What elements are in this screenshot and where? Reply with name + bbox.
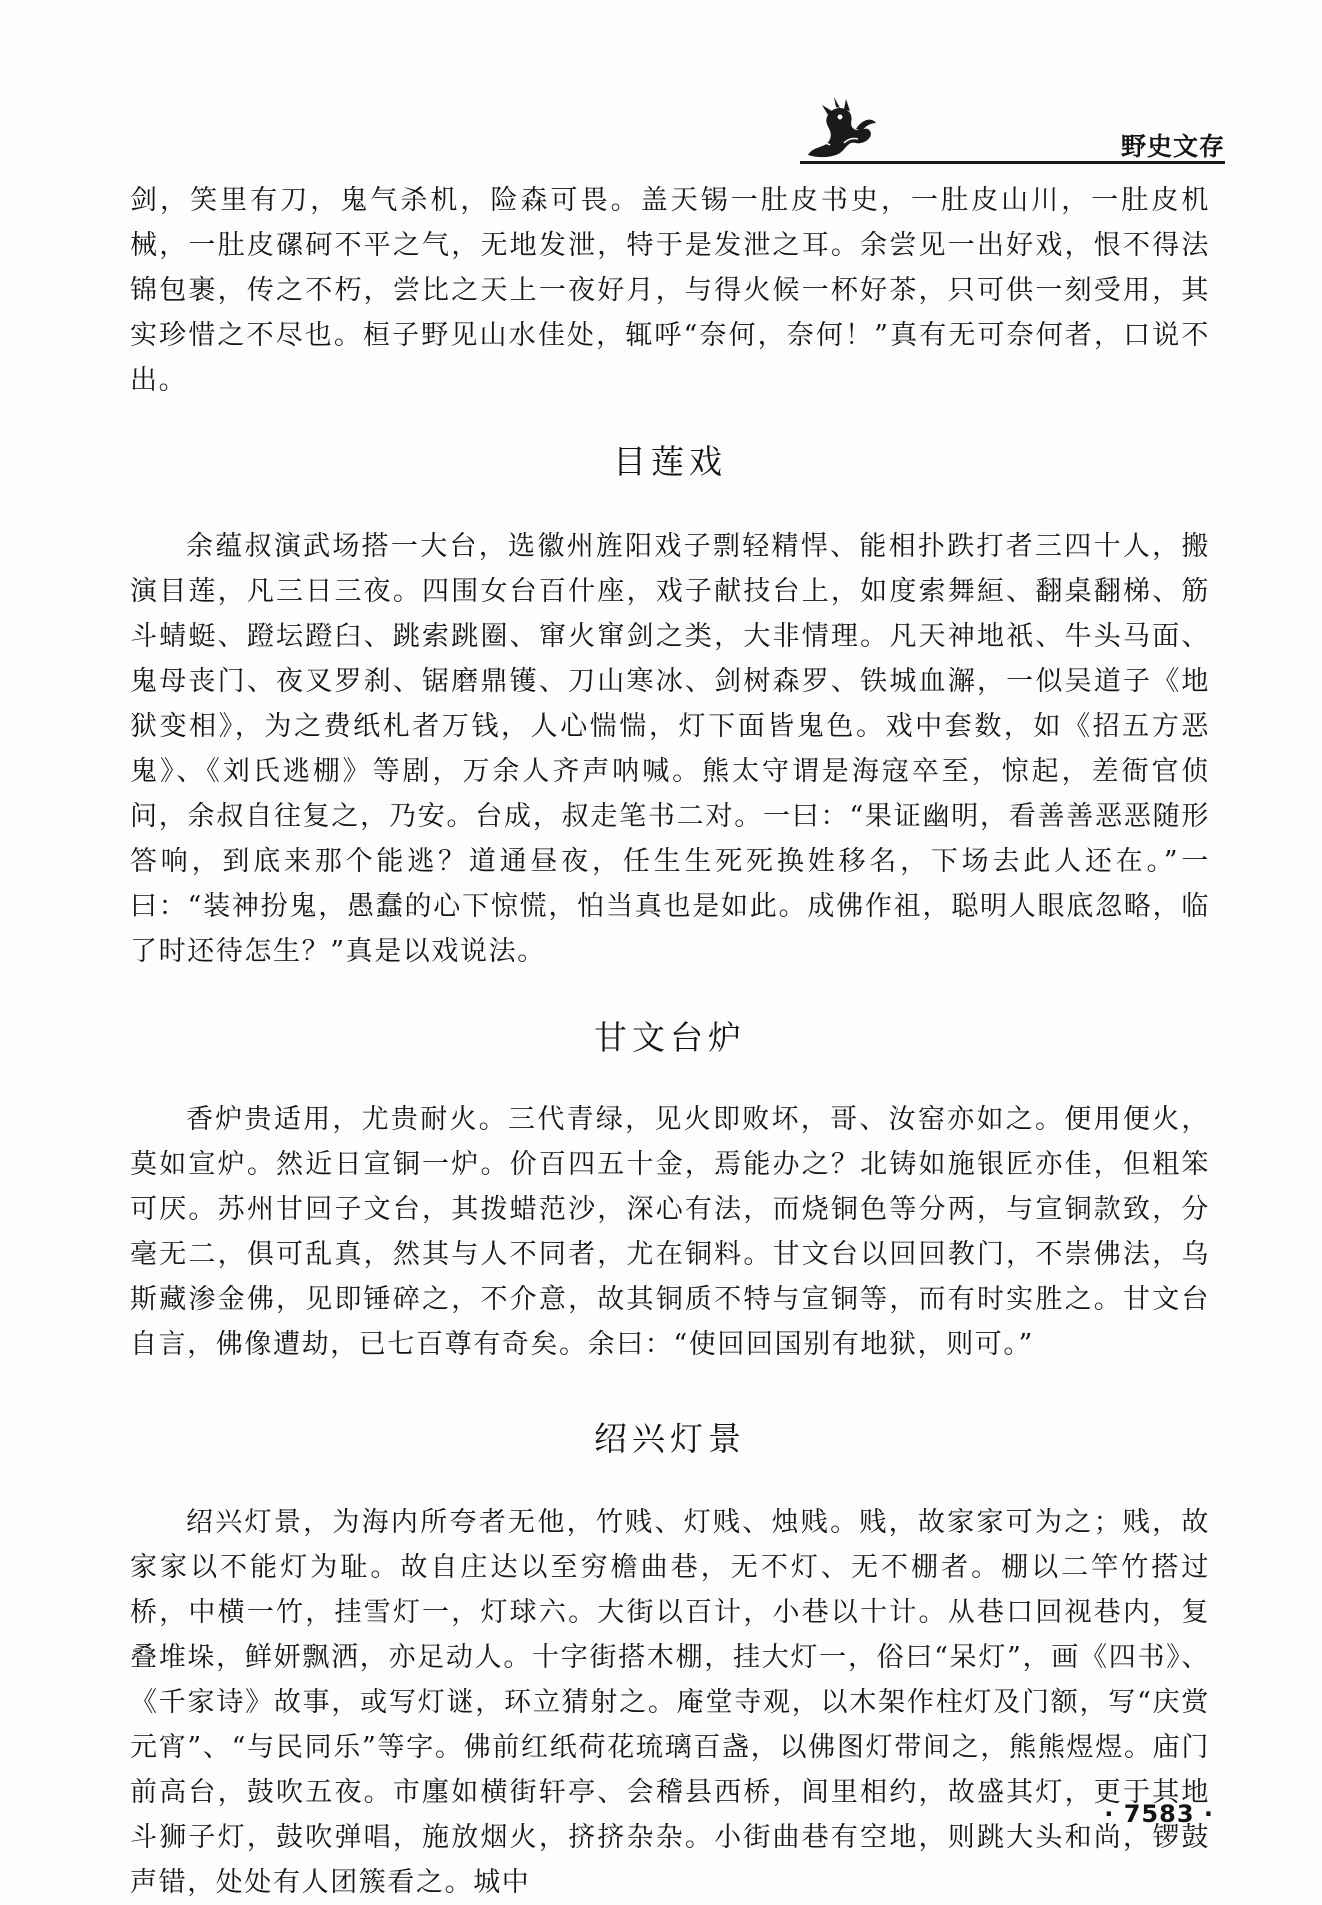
section-title: 绍兴灯景 [594,1419,746,1458]
section-paragraph: 香炉贵适用，尤贵耐火。三代青绿，见火即败坏，哥、汝窑亦如之。便用便火，莫如宣炉。然近日宣铜一炉。价百四五十金，焉能办之？北铸如施银匠亦佳，但粗笨可厌。苏州甘回子文台，其拨蜡范沙，深心有法，而烧铜色等分两，与宣铜款致，分毫无二，俱可乱真，然其与人不同者，尤在铜料。甘文台以回回教门，不崇佛法，乌斯藏渗金佛，见即锤碎之，不介意，故其铜质不特与宣铜等，而有时实胜之。甘文台自言，佛像遭劫，已七百尊有奇矣。余曰：“使回回国别有地狱，则可。” [130,1104,1210,1360]
section-paragraph: 余蕴叔演武场搭一大台，选徽州旌阳戏子剽轻精悍、能相扑跌打者三四十人，搬演目莲，凡三日三夜。四围女台百什座，戏子献技台上，如度索舞絙、翻桌翻梯、筋斗蜻蜓、蹬坛蹬臼、跳索跳圈、窜火窜剑之类，大非情理。凡天神地祇、牛头马面、鬼母丧门、夜叉罗刹、锯磨鼎镬、刀山寒冰、剑树森罗、铁城血澥，一似吴道子《地狱变相》，为之费纸札者万钱，人心惴惴，灯下面皆鬼色。戏中套数，如《招五方恶鬼》、《刘氏逃棚》等剧，万余人齐声呐喊。熊太守谓是海寇卒至，惊起，差衙官侦问，余叔自往复之，乃安。台成，叔走笔书二对。一曰：“果证幽明，看善善恶恶随形答响，到底来那个能逃？道通昼夜，任生生死死换姓移名，下场去此人还在。”一曰：“装神扮鬼，愚蠢的心下惊慌，怕当真也是如此。成佛作祖，聪明人眼底忽略，临了时还待怎生？”真是以戏说法。 [130,531,1210,967]
section-paragraph: 绍兴灯景，为海内所夸者无他，竹贱、灯贱、烛贱。贱，故家家可为之；贱，故家家以不能灯为耻。故自庄达以至穷檐曲巷，无不灯、无不棚者。棚以二竿竹搭过桥，中横一竹，挂雪灯一，灯球六。大街以百计，小巷以十计。从巷口回视巷内，复叠堆垛，鲜妍飘洒，亦足动人。十字街搭木棚，挂大灯一，俗曰“呆灯”，画《四书》、《千家诗》故事，或写灯谜，环立猜射之。庵堂寺观，以木架作柱灯及门额，写“庆赏元宵”、“与民同乐”等字。佛前红纸荷花琉璃百盏，以佛图灯带间之，熊熊煜煜。庙门前高台，鼓吹五夜。市廛如横街轩亭、会稽县西桥，闾里相约，故盛其灯，更于其地斗狮子灯，鼓吹弹唱，施放烟火，挤挤杂杂。小街曲巷有空地，则跳大头和尚，锣鼓声错，处处有人团簇看之。城中 [130,1507,1210,1898]
section-title: 目莲戏 [613,442,727,481]
page-number: · 7583 · [1104,1800,1214,1828]
intro-paragraph: 剑，笑里有刀，鬼气杀机，险森可畏。盖天锡一肚皮书史，一肚皮山川，一肚皮机械，一肚皮磥砢不平之气，无地发泄，特于是发泄之耳。余尝见一出好戏，恨不得法锦包裹，传之不朽，尝比之天上一夜好月，与得火候一杯好茶，只可供一刻受用，其实珍惜之不尽也。桓子野见山水佳处，辄呼“奈何，奈何！”真有无可奈何者，口说不出。 [130,185,1210,396]
book-title: 野史文存 [1120,132,1225,161]
dragon-emblem-icon [800,95,880,161]
header-rule [800,161,1225,164]
section-title: 甘文台炉 [594,1018,746,1057]
page-body [130,178,1210,1905]
running-header [790,95,1225,165]
